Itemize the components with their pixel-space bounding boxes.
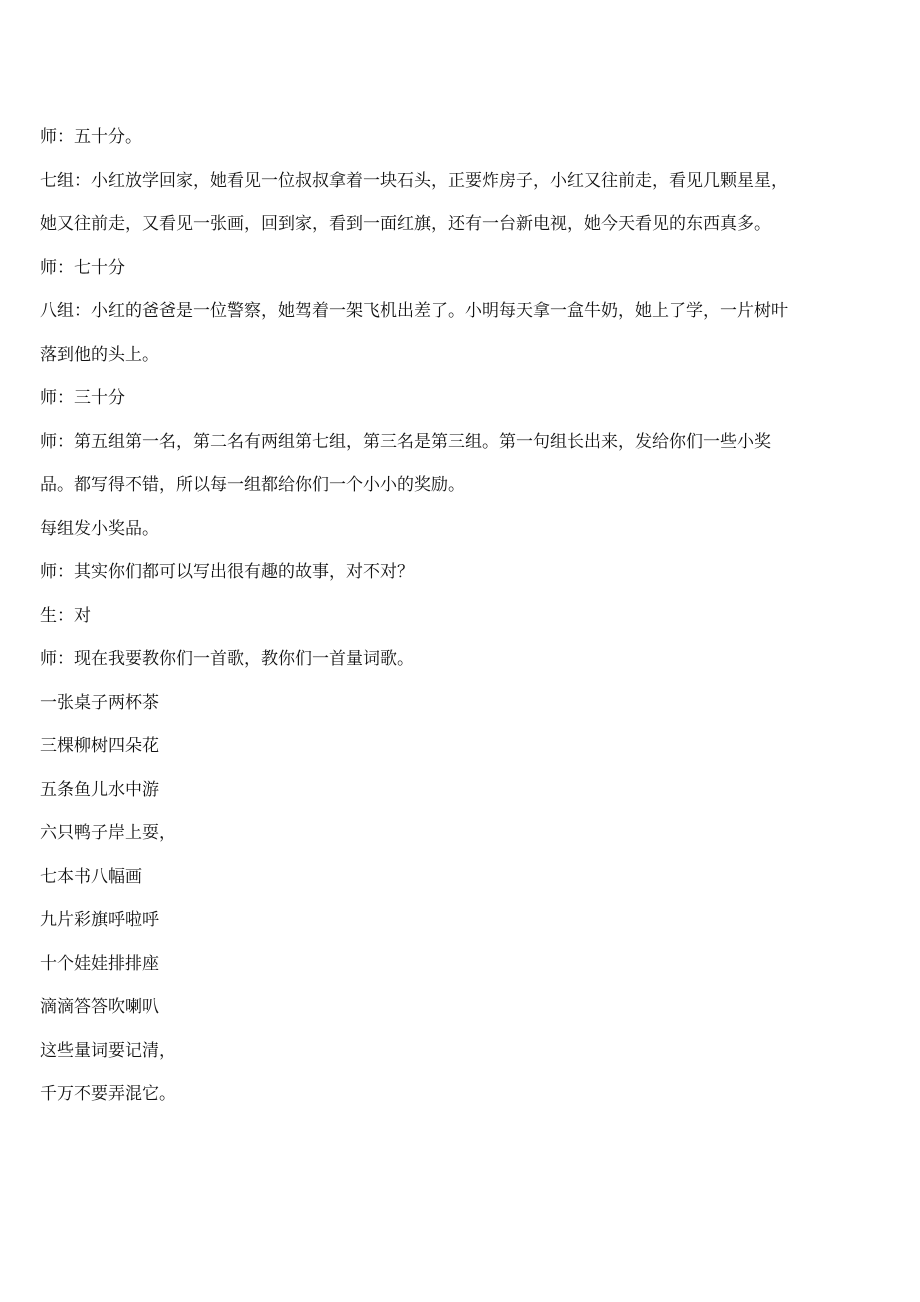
- paragraph-prizes: 每组发小奖品。: [40, 518, 159, 539]
- paragraph-teacher-ranking: 师：第五组第一名，第二名有两组第七组，第三名是第三组。第一句组长出来，发给你们一些小奖品。都写得不错，所以每一组都给你们一个小小的奖励。: [40, 431, 771, 495]
- song-line-1: 一张桌子两杯茶: [40, 692, 159, 713]
- paragraph-teacher-score-50: 师：五十分。: [40, 127, 142, 147]
- song-line-4: 六只鸭子岸上耍，: [40, 823, 176, 843]
- song-line-7: 十个娃娃排排座: [40, 953, 159, 974]
- song-line-2: 三棵柳树四朵花: [40, 736, 159, 756]
- paragraph-teacher-question: 师：其实你们都可以写出很有趣的故事，对不对？: [40, 562, 414, 582]
- paragraph-group7-story: 七组：小红放学回家，她看见一位叔叔拿着一块石头，正要炸房子，小红又往前走，看见几颗星星，她又往前走，又看见一张画，回到家，看到一面红旗，还有一台新电视，她今天看见的东西真多。: [40, 170, 788, 234]
- song-line-9: 这些量词要记清，: [40, 1040, 176, 1061]
- song-line-10: 千万不要弄混它。: [40, 1084, 176, 1104]
- paragraph-teacher-song-intro: 师：现在我要教你们一首歌，教你们一首量词歌。: [40, 649, 414, 669]
- song-line-6: 九片彩旗呼啦呼: [40, 910, 159, 930]
- paragraph-student-answer: 生：对: [40, 605, 91, 626]
- paragraph-group8-story: 八组：小红的爸爸是一位警察，她驾着一架飞机出差了。小明每天拿一盒牛奶，她上了学，一片树叶落到他的头上。: [40, 301, 788, 365]
- song-line-8: 滴滴答答吹喇叭: [40, 997, 159, 1017]
- song-line-5: 七本书八幅画: [40, 866, 142, 887]
- paragraph-teacher-score-70: 师：七十分: [40, 257, 125, 278]
- paragraph-teacher-score-30: 师：三十分: [40, 388, 125, 408]
- document-body: [40, 116, 790, 1117]
- song-line-3: 五条鱼儿水中游: [40, 779, 159, 800]
